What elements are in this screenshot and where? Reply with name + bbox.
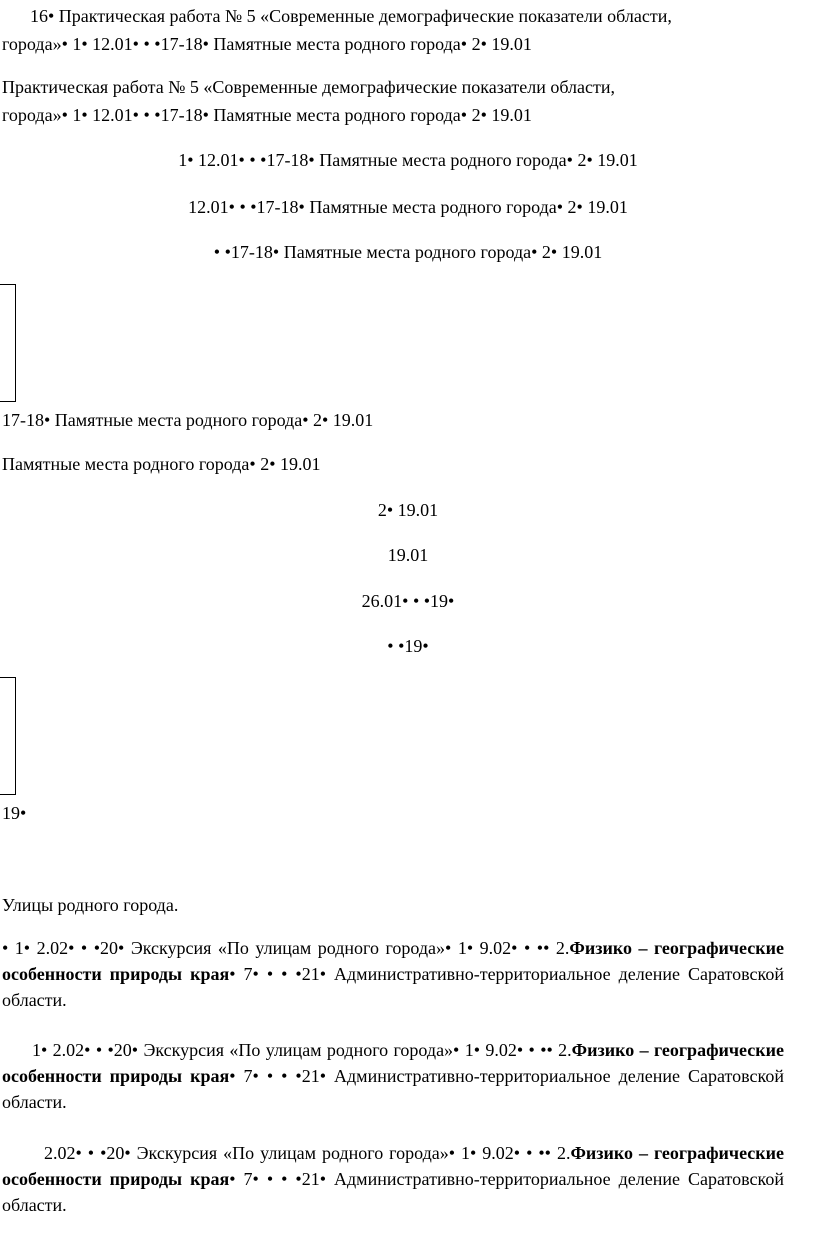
schedule-block-3 (2, 1140, 784, 1218)
line-19: 19• (2, 803, 27, 823)
line-17-18: 17-18• Памятные места родного города• 2• 19.01 (2, 410, 374, 430)
centered-line-7: • •19• (387, 636, 429, 656)
paragraph-2-line-2: города»• 1• 12.01• • •17-18• Памятные места родного города• 2• 19.01 (2, 105, 532, 125)
line-pamyatnye: Памятные места родного города• 2• 19.01 (2, 454, 321, 474)
centered-line-5: 19.01 (387, 545, 429, 565)
block-3-tail: • 7• • • •21• Административно-территориальное деление Саратовской области. (2, 1169, 784, 1215)
block-1-lead: • 1• 2.02• • •20• Экскурсия «По улицам родного города»• 1• 9.02• • •• 2. (2, 938, 570, 958)
paragraph-2-line-1: Практическая работа № 5 «Современные демографические показатели области, (2, 77, 616, 97)
block-1-tail: • 7• • • •21• Административно-территориальное деление Саратовской области. (2, 964, 784, 1010)
block-1-bold-topic: Физико – географические особенности природы края (2, 938, 784, 984)
block-3-lead: 2.02• • •20• Экскурсия «По улицам родного города»• 1• 9.02• • •• 2. (44, 1143, 571, 1163)
schedule-block-2 (2, 1037, 784, 1115)
block-3-bold-topic: Физико – географические особенности природы края (2, 1143, 784, 1189)
streets-heading: Улицы родного города. (2, 895, 179, 915)
centered-line-1: 1• 12.01• • •17-18• Памятные места родного города• 2• 19.01 (178, 150, 638, 170)
margin-frame-2 (0, 677, 16, 795)
paragraph-1-line-1: 16• Практическая работа № 5 «Современные демографические показатели области, (30, 6, 672, 26)
centered-line-6: 26.01• • •19• (361, 591, 455, 611)
centered-line-4: 2• 19.01 (377, 500, 439, 520)
block-2-bold-topic: Физико – географические особенности природы края (2, 1040, 784, 1086)
block-2-lead: 1• 2.02• • •20• Экскурсия «По улицам родного города»• 1• 9.02• • •• 2. (32, 1040, 572, 1060)
schedule-block-1 (2, 935, 784, 1013)
centered-line-2: 12.01• • •17-18• Памятные места родного города• 2• 19.01 (188, 197, 628, 217)
paragraph-1-line-2: города»• 1• 12.01• • •17-18• Памятные места родного города• 2• 19.01 (2, 34, 532, 54)
centered-line-3: • •17-18• Памятные места родного города• 2• 19.01 (213, 242, 603, 262)
block-2-tail: • 7• • • •21• Административно-территориальное деление Саратовской области. (2, 1066, 784, 1112)
margin-frame-1 (0, 284, 16, 402)
